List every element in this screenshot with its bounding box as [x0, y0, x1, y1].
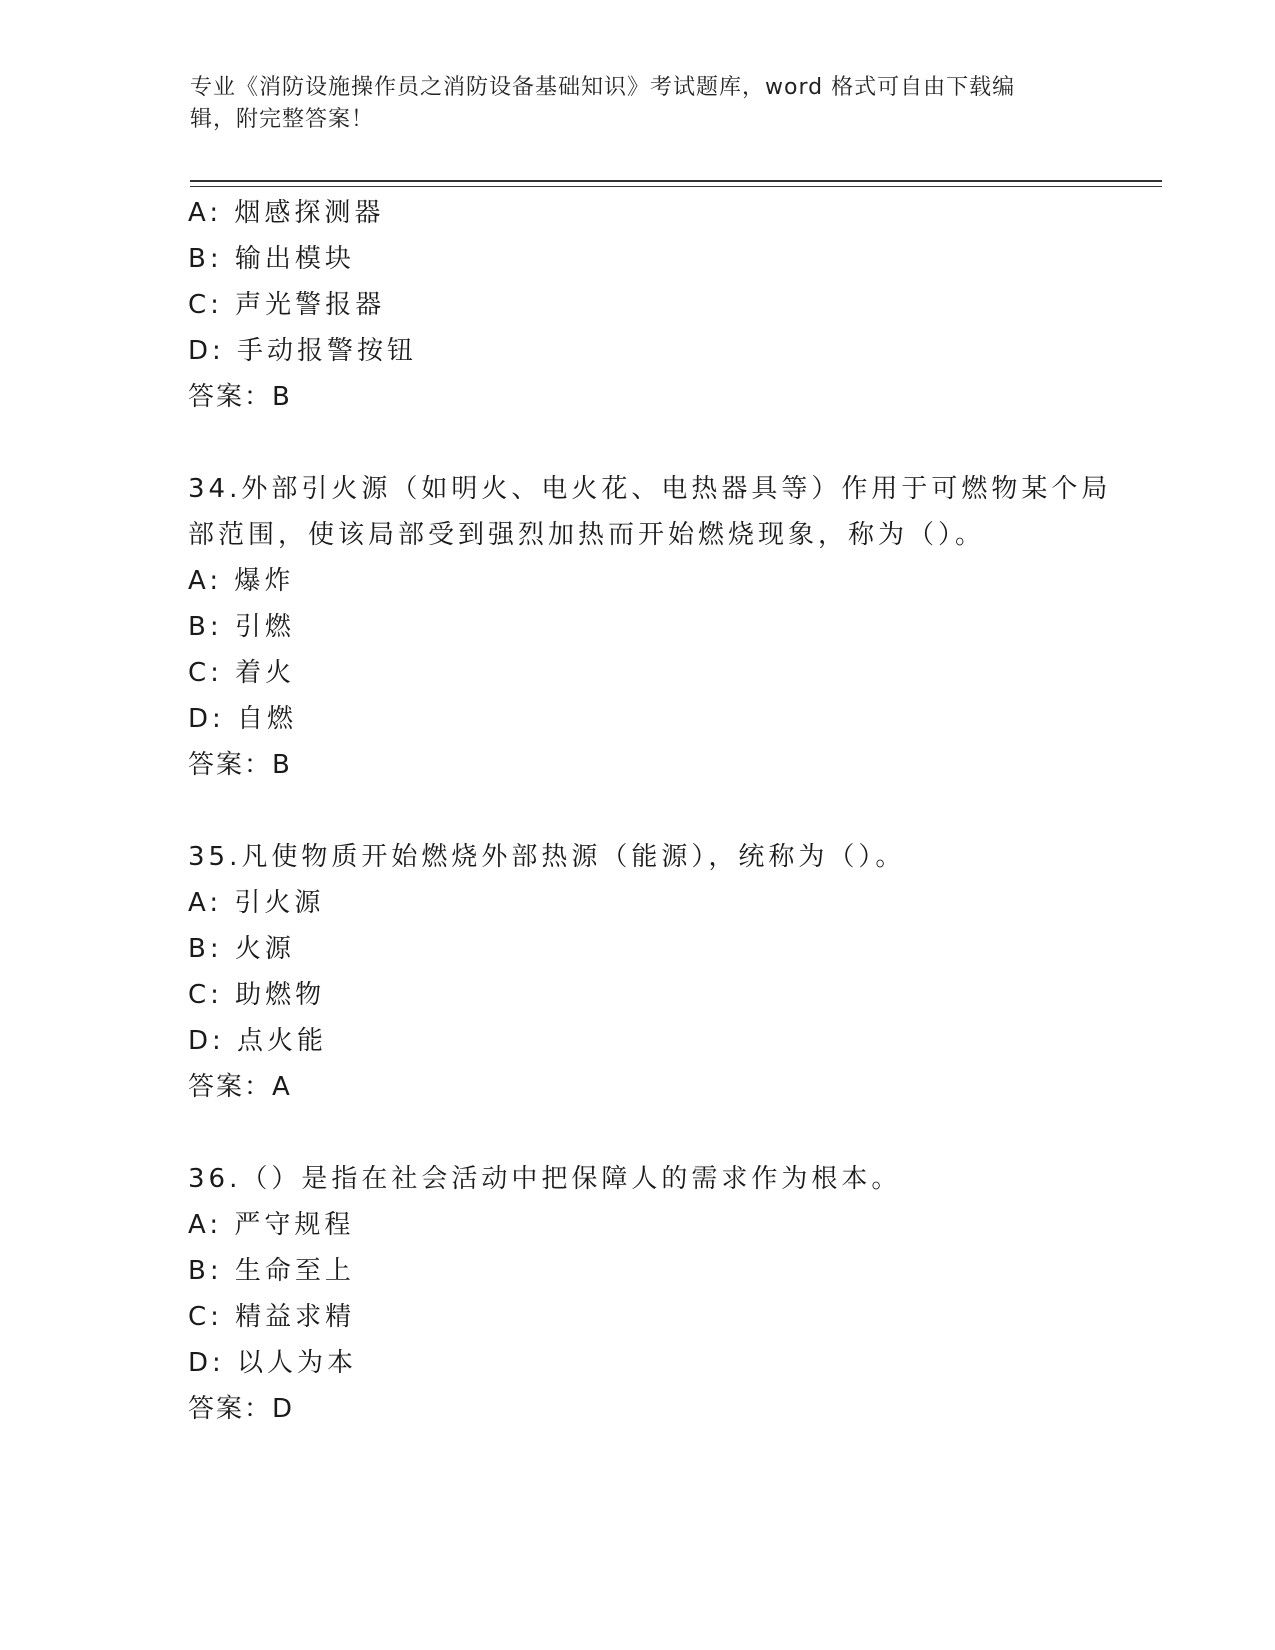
option-b: B: 火源: [188, 934, 295, 964]
header-line-2: 辑，附完整答案！: [190, 107, 375, 132]
option-a: A: 严守规程: [188, 1210, 355, 1240]
option-a: A: 爆炸: [188, 566, 295, 596]
header-line-1: 专业《消防设施操作员之消防设备基础知识》考试题库，word 格式可自由下载编: [190, 75, 1016, 100]
option-d: D: 自燃: [188, 704, 298, 734]
question-35: [188, 834, 1088, 1110]
question-text-line-2: 部范围，使该局部受到强烈加热而开始燃烧现象，称为（）。: [188, 520, 986, 550]
option-d: D: 手动报警按钮: [188, 336, 418, 366]
spacer: [188, 788, 1088, 834]
option-a: A: 引火源: [188, 888, 325, 918]
question-34: [188, 466, 1112, 788]
option-c: C: 精益求精: [188, 1302, 356, 1332]
question-list: [188, 190, 1112, 1432]
option-c: C: 助燃物: [188, 980, 326, 1010]
answer-line: 答案：A: [188, 1072, 292, 1102]
question-36: [188, 1156, 1088, 1432]
spacer: [188, 420, 1088, 466]
question-text-line-1: 36.（）是指在社会活动中把保障人的需求作为根本。: [188, 1164, 902, 1194]
answer-line: 答案：B: [188, 382, 292, 412]
option-c: C: 着火: [188, 658, 296, 688]
question-text-line-1: 34.外部引火源（如明火、电火花、电热器具等）作用于可燃物某个局: [188, 474, 1112, 504]
option-c: C: 声光警报器: [188, 290, 386, 320]
spacer: [188, 1110, 1088, 1156]
answer-line: 答案：D: [188, 1394, 295, 1424]
question-33-continued: [188, 190, 1088, 420]
question-text-line-1: 35.凡使物质开始燃烧外部热源（能源），统称为（）。: [188, 842, 906, 872]
option-b: B: 引燃: [188, 612, 295, 642]
option-a: A: 烟感探测器: [188, 198, 385, 228]
option-d: D: 点火能: [188, 1026, 328, 1056]
option-b: B: 生命至上: [188, 1256, 355, 1286]
document-header: [190, 72, 1090, 136]
option-d: D: 以人为本: [188, 1348, 358, 1378]
option-b: B: 输出模块: [188, 244, 355, 274]
answer-line: 答案：B: [188, 750, 292, 780]
header-divider: [190, 180, 1162, 187]
